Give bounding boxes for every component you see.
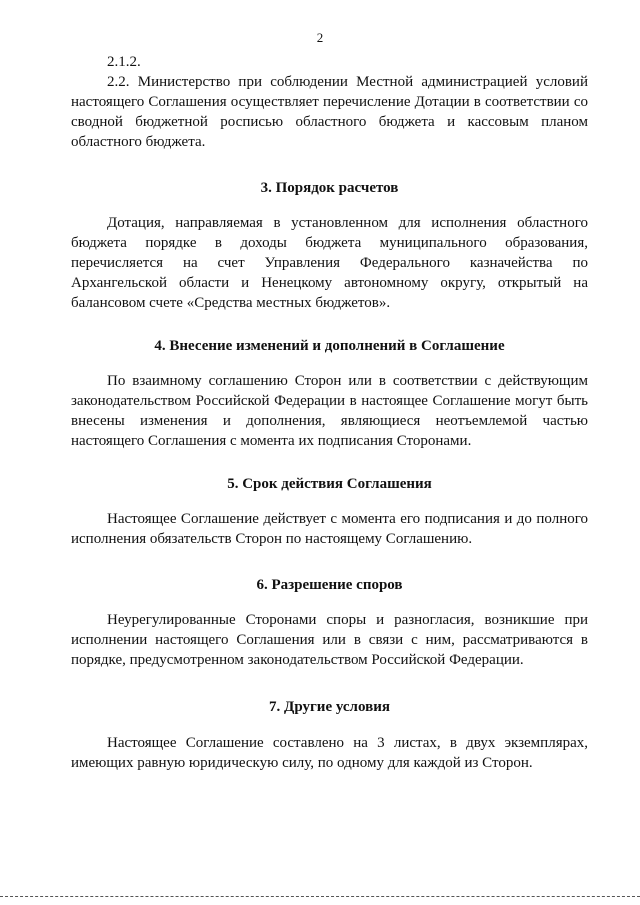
clause-2-1-2: 2.1.2. [107,54,141,70]
section-7-title: 7. Другие условия [269,699,390,715]
section-4-text: По взаимному соглашению Сторон или в соответствии с действующим законодательством Российской Федерации в настоящее Соглашение могут быть внесены изменения и дополнения, являющиеся неотъемлемой частью настоящего Соглашения с момента их подписания Сторонами. [71,373,588,449]
section-3-text: Дотация, направляемая в установленном для исполнения областного бюджета порядке в доходы бюджета муниципального образования, перечисляется на счет Управления Федерального казначейства по Архангельской области и Ненецкому автономному округу, открытый на балансовом счете «Средства местных бюджетов». [71,215,588,311]
footer-divider [0,896,640,897]
section-4-title: 4. Внесение изменений и дополнений в Соглашение [154,338,505,354]
section-5-text: Настоящее Соглашение действует с момента его подписания и до полного исполнения обязательств Сторон по настоящему Соглашению. [71,511,588,547]
clause-2-2: 2.2. Министерство при соблюдении Местной администрацией условий настоящего Соглашения осуществляет перечисление Дотации в соответствии со сводной бюджетной росписью областного бюджета и кассовым планом областного бюджета. [71,74,588,150]
page-number: 2 [316,30,324,45]
section-6-title: 6. Разрешение споров [256,577,403,593]
section-5-title: 5. Срок действия Соглашения [227,476,432,492]
section-3-title: 3. Порядок расчетов [260,180,399,196]
section-6-text: Неурегулированные Сторонами споры и разногласия, возникшие при исполнении настоящего Соглашения или в связи с ним, рассматриваются в порядке, предусмотренном законодательством Российской Федерации. [71,612,588,668]
section-7-text: Настоящее Соглашение составлено на 3 листах, в двух экземплярах, имеющих равную юридическую силу, по одному для каждой из Сторон. [71,735,588,771]
